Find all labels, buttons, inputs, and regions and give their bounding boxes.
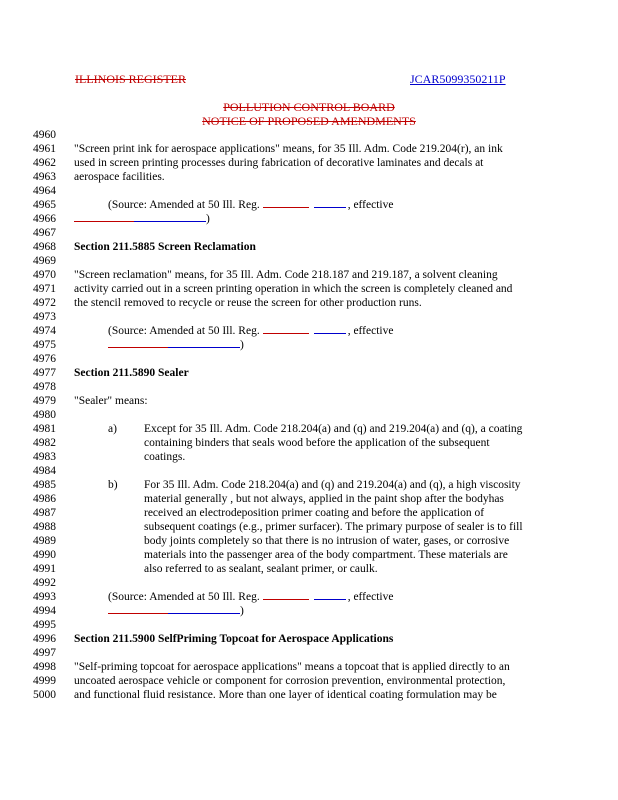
- line-number: 4975: [33, 339, 56, 351]
- section-heading: Section 211.5900 SelfPriming Topcoat for Aerospace Applications: [74, 633, 394, 645]
- text-line: "Self-priming topcoat for aerospace applications" means a topcoat that is applied directly to an: [74, 661, 510, 673]
- line-number: 4982: [33, 437, 56, 449]
- line-number: 4988: [33, 521, 56, 533]
- inserted-blank: [314, 591, 346, 600]
- line-number: 4981: [33, 423, 56, 435]
- line-number: 4978: [33, 381, 56, 393]
- line-number: 4996: [33, 633, 56, 645]
- line-number: 4991: [33, 563, 56, 575]
- line-number: 4960: [33, 129, 56, 141]
- text-line: the stencil removed to recycle or reuse the screen for other production runs.: [74, 297, 422, 309]
- text-line: material generally , but not always, applied in the paint shop after the bodyhas: [144, 493, 504, 505]
- text-line: containing binders that seals wood before the application of the subsequent: [144, 437, 490, 449]
- board-title: POLLUTION CONTROL BOARD: [223, 100, 395, 114]
- deleted-blank: [263, 325, 309, 334]
- source-prefix: (Source: Amended at 50 Ill. Reg.: [108, 325, 260, 337]
- text-line: activity carried out in a screen printing operation in which the screen is completely cleaned and: [74, 283, 513, 295]
- deleted-blank: [263, 199, 309, 208]
- line-number: 4990: [33, 549, 56, 561]
- text-line: "Sealer" means:: [74, 395, 148, 407]
- deleted-blank: [108, 605, 168, 614]
- source-note: [108, 590, 393, 604]
- item-label: a): [108, 423, 117, 435]
- text-line: materials into the passenger area of the body compartment. These materials are: [144, 549, 508, 561]
- source-close: ): [240, 339, 244, 351]
- item-label: b): [108, 479, 118, 491]
- line-number: 4970: [33, 269, 56, 281]
- line-number: 4963: [33, 171, 56, 183]
- deleted-blank: [263, 591, 309, 600]
- source-close: ): [240, 605, 244, 617]
- line-number: 4985: [33, 479, 56, 491]
- source-prefix: (Source: Amended at 50 Ill. Reg.: [108, 591, 260, 603]
- line-number: 4962: [33, 157, 56, 169]
- line-number: 4987: [33, 507, 56, 519]
- inserted-blank: [168, 339, 240, 348]
- text-line: "Screen print ink for aerospace applications" means, for 35 Ill. Adm. Code 219.204(r), an ink: [74, 143, 503, 155]
- text-line: body joints completely so that there is no intrusion of water, gases, or corrosive: [144, 535, 510, 547]
- line-number: 4995: [33, 619, 56, 631]
- line-number: 4977: [33, 367, 56, 379]
- line-number: 4974: [33, 325, 56, 337]
- line-number: 4961: [33, 143, 56, 155]
- text-line: uncoated aerospace vehicle or component for corrosion prevention, environmental protection,: [74, 675, 506, 687]
- line-number: 4993: [33, 591, 56, 603]
- source-prefix: (Source: Amended at 50 Ill. Reg.: [108, 199, 260, 211]
- line-number: 4972: [33, 297, 56, 309]
- source-effective: , effective: [347, 199, 394, 211]
- inserted-blank: [314, 199, 346, 208]
- inserted-blank: [134, 213, 206, 222]
- text-line: subsequent coatings (e.g., primer surfacer). The primary purpose of sealer is to fill: [144, 521, 523, 533]
- line-number: 4992: [33, 577, 56, 589]
- line-number: 4983: [33, 451, 56, 463]
- line-number: 4968: [33, 241, 56, 253]
- line-number: 4999: [33, 675, 56, 687]
- line-number: 4964: [33, 185, 56, 197]
- line-number: 4976: [33, 353, 56, 365]
- source-note-cont: [74, 212, 210, 226]
- source-note: [108, 198, 393, 212]
- text-line: For 35 Ill. Adm. Code 218.204(a) and (q) and 219.204(a) and (q), a high viscosity: [144, 479, 521, 491]
- text-line: Except for 35 Ill. Adm. Code 218.204(a) and (q) and 219.204(a) and (q), a coating: [144, 423, 523, 435]
- text-line: and functional fluid resistance. More than one layer of identical coating formulation may be: [74, 689, 497, 701]
- section-heading: Section 211.5890 Sealer: [74, 367, 189, 379]
- source-note: [108, 324, 393, 338]
- deleted-blank: [74, 213, 134, 222]
- text-line: also referred to as sealant, sealant primer, or caulk.: [144, 563, 378, 575]
- header-left: ILLINOIS REGISTER: [75, 72, 186, 86]
- inserted-blank: [168, 605, 240, 614]
- header-right: JCAR5099350211P: [410, 72, 506, 86]
- inserted-blank: [314, 325, 346, 334]
- source-effective: , effective: [347, 591, 394, 603]
- line-number: 4971: [33, 283, 56, 295]
- line-number: 4998: [33, 661, 56, 673]
- line-number: 4967: [33, 227, 56, 239]
- section-heading: Section 211.5885 Screen Reclamation: [74, 241, 256, 253]
- text-line: "Screen reclamation" means, for 35 Ill. Adm. Code 218.187 and 219.187, a solvent cleaning: [74, 269, 498, 281]
- text-line: coatings.: [144, 451, 186, 463]
- line-number: 4994: [33, 605, 56, 617]
- line-number: 4997: [33, 647, 56, 659]
- source-effective: , effective: [347, 325, 394, 337]
- line-number: 5000: [33, 689, 56, 701]
- line-number: 4973: [33, 311, 56, 323]
- source-note-cont: [108, 338, 244, 352]
- source-close: ): [206, 213, 210, 225]
- notice-title: NOTICE OF PROPOSED AMENDMENTS: [202, 114, 416, 128]
- line-number: 4980: [33, 409, 56, 421]
- text-line: used in screen printing processes during fabrication of decorative laminates and decals at: [74, 157, 484, 169]
- line-number: 4984: [33, 465, 56, 477]
- line-number: 4965: [33, 199, 56, 211]
- line-number: 4989: [33, 535, 56, 547]
- text-line: aerospace facilities.: [74, 171, 165, 183]
- deleted-blank: [108, 339, 168, 348]
- line-number: 4969: [33, 255, 56, 267]
- text-line: received an electrodeposition primer coating and before the application of: [144, 507, 485, 519]
- line-number: 4986: [33, 493, 56, 505]
- line-number: 4979: [33, 395, 56, 407]
- source-note-cont: [108, 604, 244, 618]
- line-number: 4966: [33, 213, 56, 225]
